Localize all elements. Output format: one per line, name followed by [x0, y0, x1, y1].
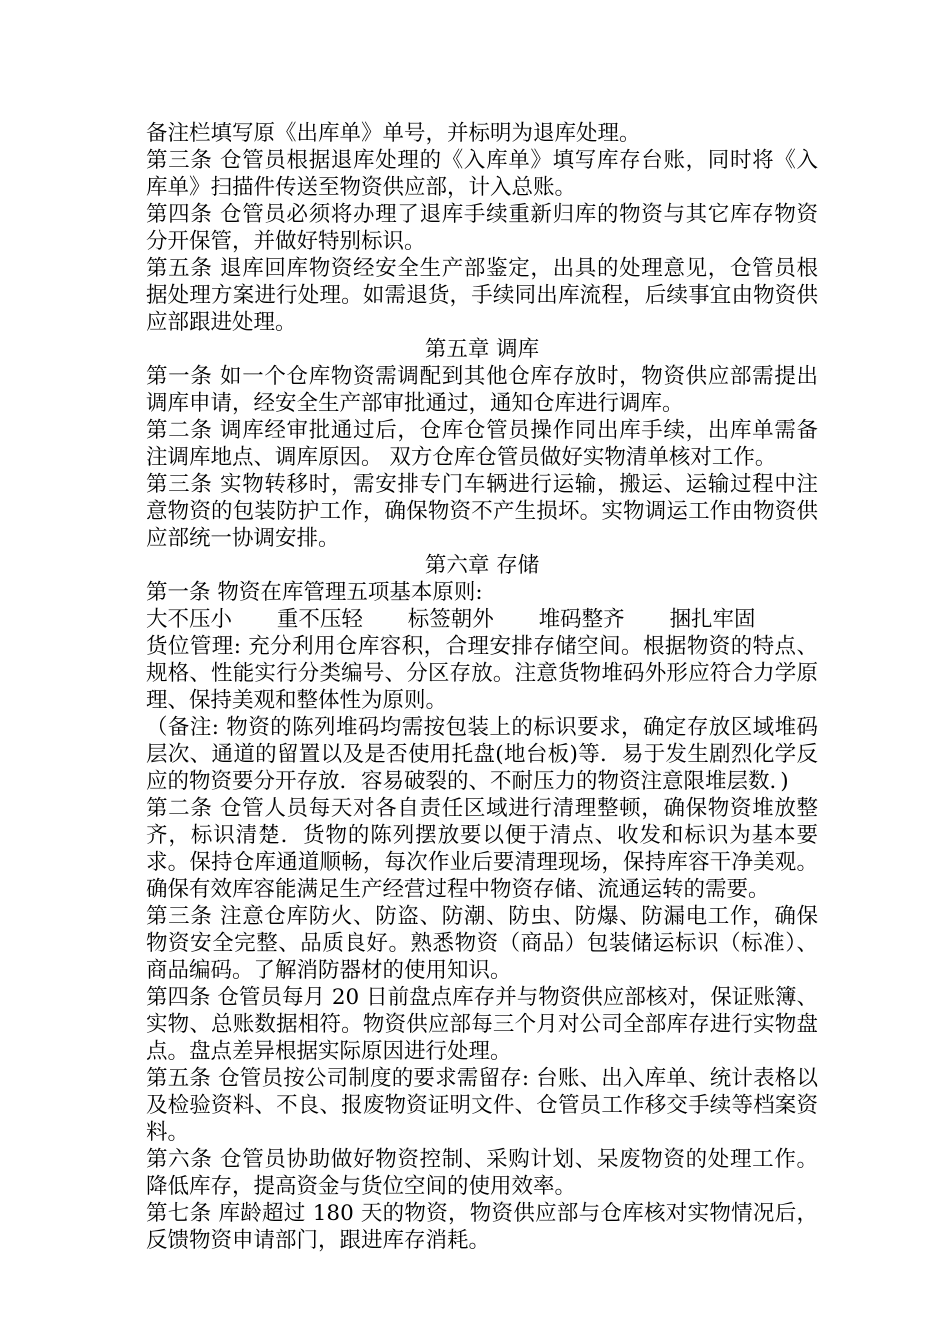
- article-transfer-1: 第一条 如一个仓库物资需调配到其他仓库存放时，物资供应部需提出调库申请，经安全生产部审批通过，通知仓库进行调库。: [146, 364, 818, 416]
- document-page: [146, 120, 818, 1254]
- principle-item: 重不压轻: [276, 607, 363, 632]
- article-storage-4: 第四条 仓管员每月 20 日前盘点库存并与物资供应部核对，保证账簿、实物、总账数据相符。物资供应部每三个月对公司全部库存进行实物盘点。盘点差异根据实际原因进行处理。: [146, 985, 818, 1064]
- article-return-3: 第三条 仓管员根据退库处理的《入库单》填写库存台账，同时将《入库单》扫描件传送至物资供应部，计入总账。: [146, 148, 818, 200]
- article-storage-6: 第六条 仓管员协助做好物资控制、采购计划、呆废物资的处理工作。降低库存，提高资金与货位空间的使用效率。: [146, 1147, 818, 1199]
- article-storage-5: 第五条 仓管员按公司制度的要求需留存: 台账、出入库单、统计表格以及检验资料、不良、报废物资证明文件、仓管员工作移交手续等档案资料。: [146, 1066, 818, 1145]
- chapter-heading-storage: 第六章 存储: [424, 553, 540, 578]
- paragraph-location-management: 货位管理: 充分利用仓库容积，合理安排存储空间。根据物资的特点、规格、性能实行分类编号、分区存放。注意货物堆码外形应符合力学原理、保持美观和整体性为原则。: [146, 634, 818, 713]
- principle-item: 标签朝外: [407, 607, 494, 632]
- article-return-5: 第五条 退库回库物资经安全生产部鉴定，出具的处理意见，仓管员根据处理方案进行处理。如需退货，手续同出库流程，后续事宜由物资供应部跟进处理。: [146, 256, 818, 335]
- article-storage-7: 第七条 库龄超过 180 天的物资，物资供应部与仓库核对实物情况后，反馈物资申请部门，跟进库存消耗。: [146, 1201, 818, 1253]
- principle-item: 大不压小: [146, 607, 233, 632]
- article-transfer-2: 第二条 调库经审批通过后，仓库仓管员操作同出库手续，出库单需备注调库地点、调库原因。 双方仓库仓管员做好实物清单核对工作。: [146, 418, 818, 470]
- article-storage-3: 第三条 注意仓库防火、防盗、防潮、防虫、防爆、防漏电工作，确保物资安全完整、品质良好。熟悉物资（商品）包装储运标识（标准）、商品编码。了解消防器材的使用知识。: [146, 904, 818, 983]
- principle-item: 堆码整齐: [538, 607, 625, 632]
- principle-item: 捆扎牢固: [669, 607, 756, 632]
- chapter-heading-transfer: 第五章 调库: [424, 337, 540, 362]
- article-transfer-3: 第三条 实物转移时，需安排专门车辆进行运输，搬运、运输过程中注意物资的包装防护工作，确保物资不产生损坏。实物调运工作由物资供应部统一协调安排。: [146, 472, 818, 551]
- article-return-4: 第四条 仓管员必须将办理了退库手续重新归库的物资与其它库存物资分开保管，并做好特别标识。: [146, 202, 818, 254]
- article-storage-1: 第一条 物资在库管理五项基本原则:: [146, 580, 483, 605]
- paragraph-storage-remark: （备注: 物资的陈列堆码均需按包装上的标识要求，确定存放区域堆码层次、通道的留置以及是否使用托盘(地台板)等．易于发生剧烈化学反应的物资要分开存放．容易破裂的、不耐压力的物资注意限堆层数．): [146, 715, 818, 794]
- paragraph-return-note: 备注栏填写原《出库单》单号，并标明为退库处理。: [146, 121, 641, 146]
- storage-principles-list: [146, 606, 818, 633]
- article-storage-2: 第二条 仓管人员每天对各自责任区域进行清理整顿，确保物资堆放整齐，标识清楚．货物的陈列摆放要以便于清点、收发和标识为基本要求。保持仓库通道顺畅，每次作业后要清理现场，保持库容干净美观。确保有效库容能满足生产经营过程中物资存储、流通运转的需要。: [146, 796, 818, 902]
